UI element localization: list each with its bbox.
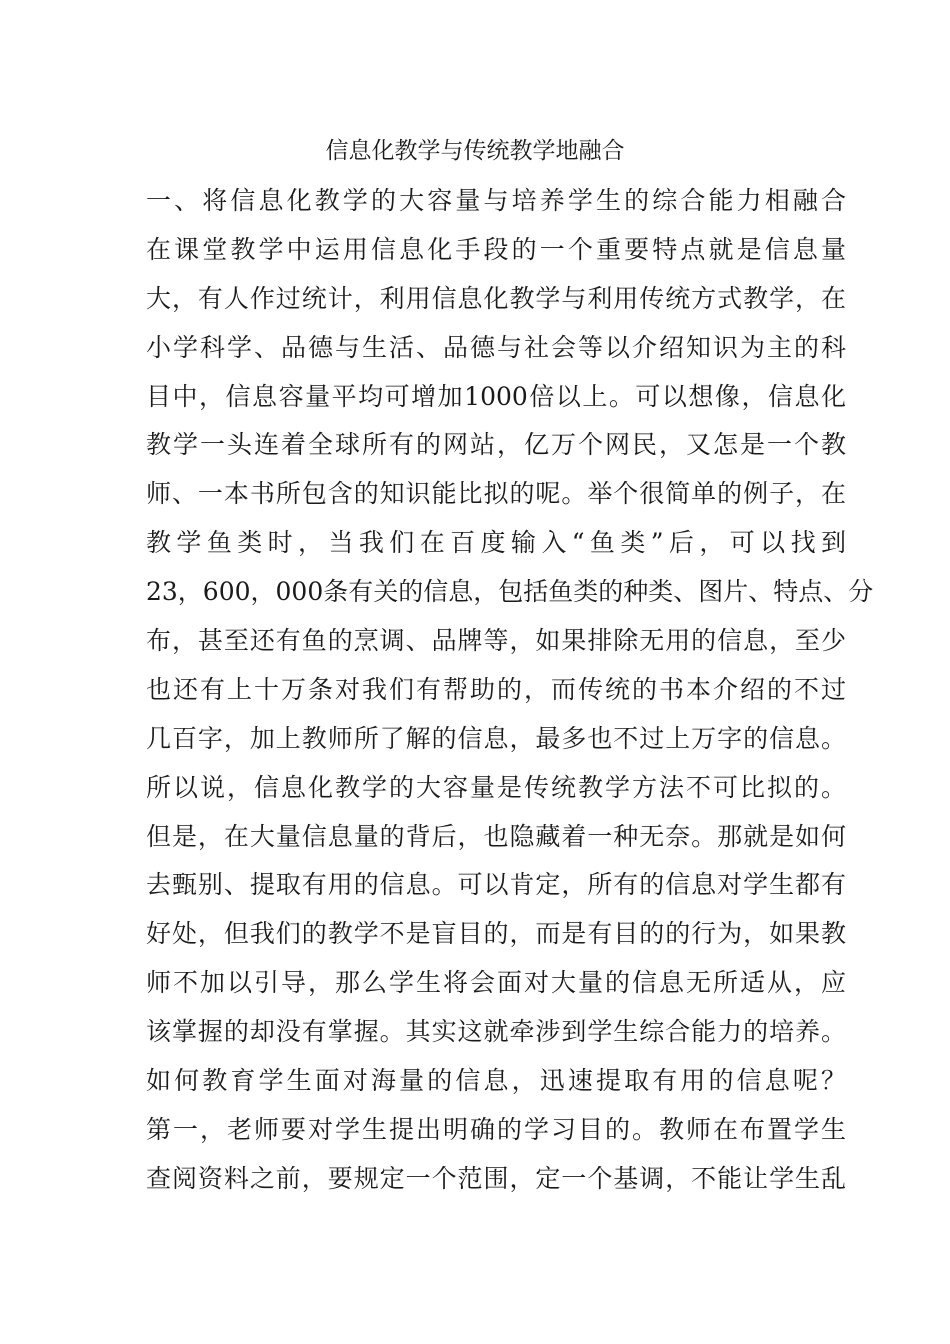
text-line: 所以说，信息化教学的大容量是传统教学方法不可比拟的。 (146, 772, 846, 802)
text-line: 去甄别、提取有用的信息。可以肯定，所有的信息对学生都有 (146, 870, 846, 900)
text-line: 几百字，加上教师所了解的信息，最多也不过上万字的信息。 (146, 723, 846, 753)
text-line: 23，600，000条有关的信息，包括鱼类的种类、图片、特点、分 (146, 577, 874, 607)
text-line: 教学鱼类时，当我们在百度输入“鱼类”后，可以找到 (146, 528, 846, 558)
text-line: 一、将信息化教学的大容量与培养学生的综合能力相融合 (146, 186, 846, 215)
text-line: 大，有人作过统计，利用信息化教学与利用传统方式教学，在 (146, 283, 846, 313)
text-line: 师不加以引导，那么学生将会面对大量的信息无所适从，应 (146, 968, 846, 998)
document-body (146, 177, 874, 1204)
text-line: 如何教育学生面对海量的信息，迅速提取有用的信息呢？ (146, 1066, 846, 1096)
text-line: 教学一头连着全球所有的网站，亿万个网民，又怎是一个教 (146, 430, 846, 460)
text-line: 在课堂教学中运用信息化手段的一个重要特点就是信息量 (146, 234, 846, 264)
text-line: 小学科学、品德与生活、品德与社会等以介绍知识为主的科 (146, 332, 846, 362)
text-line: 师、一本书所包含的知识能比拟的呢。举个很简单的例子，在 (146, 479, 846, 509)
text-line: 但是，在大量信息量的背后，也隐藏着一种无奈。那就是如何 (146, 821, 846, 851)
text-line: 第一，老师要对学生提出明确的学习目的。教师在布置学生 (146, 1114, 846, 1144)
text-line: 该掌握的却没有掌握。其实这就牵涉到学生综合能力的培养。 (146, 1017, 846, 1047)
text-line: 目中，信息容量平均可增加1000倍以上。可以想像，信息化 (146, 381, 846, 411)
text-line: 查阅资料之前，要规定一个范围，定一个基调，不能让学生乱 (146, 1163, 846, 1193)
text-line: 布，甚至还有鱼的烹调、品牌等，如果排除无用的信息，至少 (146, 626, 846, 656)
document-title: 信息化教学与传统教学地融合 (325, 138, 625, 164)
text-line: 好处，但我们的教学不是盲目的，而是有目的的行为，如果教 (146, 919, 846, 949)
text-line: 也还有上十万条对我们有帮助的，而传统的书本介绍的不过 (146, 674, 846, 704)
